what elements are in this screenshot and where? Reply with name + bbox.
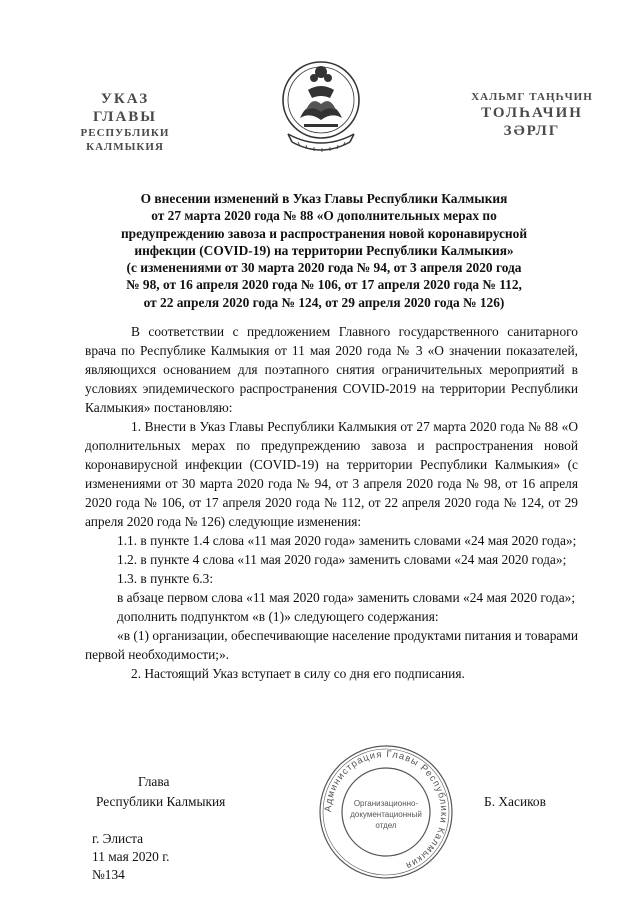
seal-center-line2: документационный xyxy=(350,810,422,819)
paragraph-1-3-b: дополнить подпунктом «в (1)» следующего содержания: xyxy=(117,609,439,624)
seal-ring-text: Администрация Главы Республики Калмыкия xyxy=(322,748,450,872)
decree-number: №134 xyxy=(92,867,125,882)
signature-role-line1: Глава xyxy=(138,774,170,789)
city: г. Элиста xyxy=(92,831,144,846)
document-title xyxy=(85,190,563,311)
coat-of-arms-emblem xyxy=(278,52,364,162)
date: 11 мая 2020 г. xyxy=(92,849,170,864)
header-right-line2: ТОЛҺАЧИН xyxy=(481,105,583,121)
header-left-line3: РЕСПУБЛИКИ КАЛМЫКИЯ xyxy=(80,127,170,153)
title-line: О внесении изменений в Указ Главы Республики Калмыкия xyxy=(140,191,508,206)
header-left-line1: УКАЗ xyxy=(100,91,150,107)
paragraph-2: 2. Настоящий Указ вступает в силу со дня его подписания. xyxy=(131,666,465,681)
header-right-block xyxy=(452,90,612,140)
official-seal-stamp xyxy=(316,742,456,882)
intro-paragraph: В соответствии с предложением Главного государственного санитарного врача по Республике Калмыкия от 11 мая 2020 года № 3 «О значении показателей, являющихся основанием для поэтапного снятия ограничительных мероприятий в условиях эпидемического распространения COVID-2019 на территории Республики Калмыкия» постановляю: xyxy=(85,324,578,415)
header-right-line3: ЗӘРЛГ xyxy=(503,123,561,139)
paragraph-1-3: 1.3. в пункте 6.3: xyxy=(117,571,214,586)
place-date-block xyxy=(92,830,170,884)
title-line: инфекции (COVID-19) на территории Республики Калмыкия» xyxy=(134,242,514,258)
signature-role-line2: Республики Калмыкия xyxy=(96,794,226,809)
signatory-name: Б. Хасиков xyxy=(484,794,546,809)
header-left-line2: ГЛАВЫ xyxy=(92,109,158,125)
paragraph-1-2: 1.2. в пункте 4 слова «11 мая 2020 года» заменить словами «24 мая 2020 года»; xyxy=(117,552,567,567)
paragraph-1-3-c: «в (1) организации, обеспечивающие население продуктами питания и товарами первой необходимости;». xyxy=(85,628,578,662)
title-line: предупреждению завоза и распространения новой коронавирусной xyxy=(120,225,528,241)
title-line: № 98, от 16 апреля 2020 года № 106, от 17 апреля 2020 года № 112, xyxy=(126,277,522,293)
paragraph-1: 1. Внести в Указ Главы Республики Калмыкия от 27 марта 2020 года № 88 «О дополнительных мерах по предупреждению завоза и распространения новой коронавирусной инфекции (COVID-19) на территории Республики Калмыкия» (с изменениями от 30 марта 2020 года № 94, от 3 апреля 2020 года № 98, от 16 апреля 2020 года № 106, от 17 апреля 2020 года № 112, от 22 апреля 2020 года № 124, от 29 апреля 2020 года № 126) следующие изменения: xyxy=(85,419,578,529)
seal-center-line1: Организационно- xyxy=(353,799,419,808)
document-body xyxy=(85,322,578,683)
title-line: от 22 апреля 2020 года № 124, от 29 апреля 2020 года № 126) xyxy=(143,294,505,310)
title-line: (с изменениями от 30 марта 2020 года № 94, от 3 апреля 2020 года xyxy=(126,260,522,276)
header-right-line1: ХАЛЬМГ ТАҢҺЧИН xyxy=(471,91,593,103)
header-left-block xyxy=(60,90,190,154)
seal-center-line3: отдел xyxy=(375,821,397,830)
title-line: от 27 марта 2020 года № 88 «О дополнительных мерах по xyxy=(151,208,497,224)
paragraph-1-1: 1.1. в пункте 1.4 слова «11 мая 2020 года» заменить словами «24 мая 2020 года»; xyxy=(117,533,577,548)
paragraph-1-3-a: в абзаце первом слова «11 мая 2020 года» заменить словами «24 мая 2020 года»; xyxy=(117,590,576,605)
